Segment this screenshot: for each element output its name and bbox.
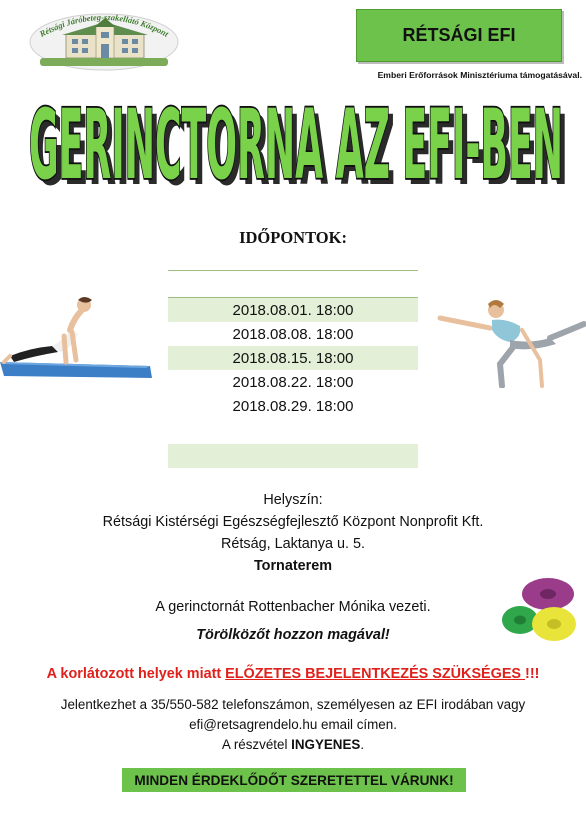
date-row [168,346,418,370]
participation-suffix: . [360,737,365,752]
welcome-text: MINDEN ÉRDEKLŐDŐT SZERETETTEL VÁRUNK! [134,772,454,788]
date-row [168,370,418,394]
efi-badge [356,9,562,62]
notice-suffix: !!! [525,666,540,682]
date-row [168,394,418,418]
leader-text: A gerinctornát Rottenbacher Mónika vezeti. [155,599,431,615]
yoga-cobra-pose-image [0,290,152,382]
notice-prefix: A korlátozott helyek miatt [46,666,226,682]
contact-email-line: efi@retsagrendelo.hu email címen. [189,717,397,732]
date-text: 2018.08.08. 18:00 [232,325,354,343]
free-label: INGYENES [291,737,361,752]
location-org: Rétsági Kistérségi Egészségfejlesztő Központ Nonprofit Kft. [102,514,484,530]
date-row [168,322,418,346]
svg-text:GERINCTORNA AZ EFI-BEN: GERINCTORNA AZ EFI-BEN [34,96,568,204]
welcome-banner [122,768,466,792]
notice-underlined: ELŐZETES BEJELENTKEZÉS SZÜKSÉGES [225,666,526,682]
location-room: Tornaterem [253,558,333,574]
location-label: Helyszín: [263,492,323,508]
towel-notice: Törölközőt hozzon magával! [196,627,390,643]
efi-badge-label: RÉTSÁGI EFI [402,25,516,45]
table-spacer-row [168,444,418,468]
table-spacer-row [168,270,418,297]
date-text: 2018.08.15. 18:00 [232,349,354,367]
table-spacer-row [168,418,418,444]
date-text: 2018.08.29. 18:00 [232,397,354,415]
participation-line [0,737,586,752]
contact-line-1: Jelentkezhet a 35/550-582 telefonszámon, személyesen az EFI irodában vagy [60,697,526,712]
page-title [18,84,578,204]
ministry-support-text: Emberi Erőforrások Minisztériuma támogatásával. [377,70,582,80]
yoga-mats-image [498,572,580,644]
registration-required-notice [0,666,586,682]
participation-prefix: A részvétel [221,737,292,752]
schedule-table [168,270,418,468]
schedule-heading: IDŐPONTOK: [239,228,347,247]
date-text: 2018.08.22. 18:00 [232,373,354,391]
logo-text: Rétsági Járóbeteg-szakellátó Központ [37,11,171,39]
yoga-balance-pose-image [430,290,586,388]
center-logo [26,8,182,72]
title-text: GERINCTORNA AZ EFI-BEN [29,89,563,202]
location-address: Rétság, Laktanya u. 5. [221,536,365,552]
date-row [168,297,418,322]
date-text: 2018.08.01. 18:00 [232,301,354,319]
